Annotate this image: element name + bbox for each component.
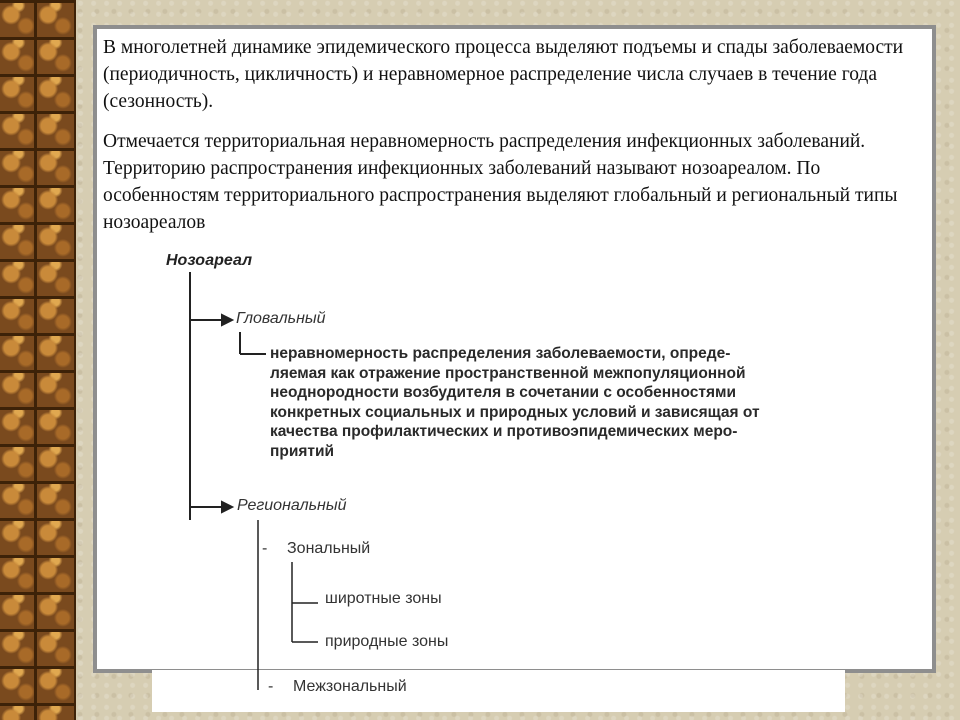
diagram-overflow-area [152, 670, 845, 712]
global-type-label: Гловальный [236, 310, 326, 327]
paragraph-territorial: Отмечается территориальная неравномерность распределения инфекционных заболеваний. Территорию распространения инфекционных заболеваний называют нозоареалом. По особенностям территориального распространения выделяют глобальный и региональный типы нозоареалов [103, 131, 898, 233]
natural-zones-label: природные зоны [325, 633, 449, 650]
interzonal-label: Межзональный [293, 678, 407, 695]
interzonal-dash: - [268, 678, 274, 695]
latitude-zones-label: широтные зоны [325, 590, 442, 607]
decorative-side-strip [0, 0, 76, 720]
diagram-root-label: Нозоареал [166, 252, 253, 269]
global-type-description: неравномерность распределения заболеваемости, опреде- ляемая как отражение пространственной межпопуляционной неоднородности возбудителя в сочетании с особенностями конкретных социальных и природных условий и зависящая от качества профилактических и противоэпидемических меро- приятий [270, 345, 760, 460]
zonal-label: Зональный [287, 540, 371, 557]
zonal-dash: - [262, 540, 268, 557]
regional-type-label: Региональный [237, 497, 347, 514]
paragraph-periodicity: В многолетней динамике эпидемического процесса выделяют подъемы и спады заболеваемости (периодичность, цикличность) и неравномерное распределение числа случаев в течение года (сезонность). [103, 37, 904, 112]
